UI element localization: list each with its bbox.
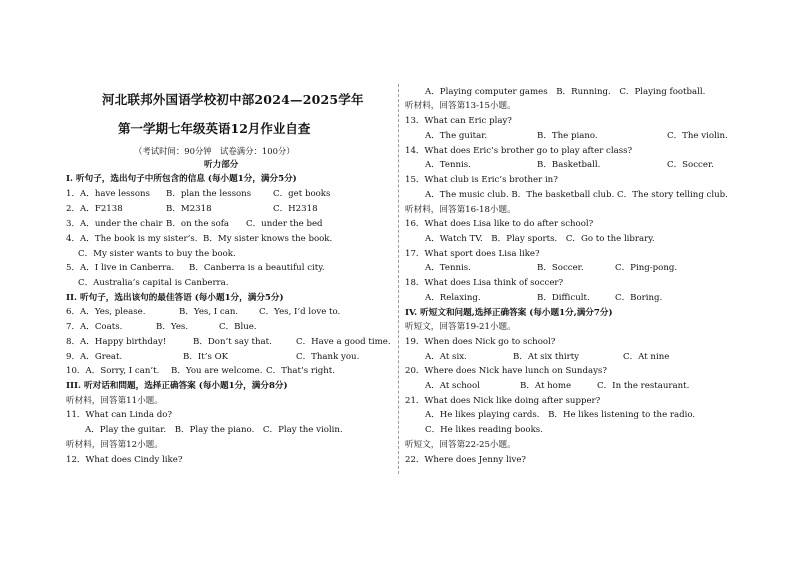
q14-option-c: C．Soccer. bbox=[667, 160, 714, 170]
question-9 bbox=[66, 351, 392, 363]
q10-option-c: C．That’s right. bbox=[266, 366, 335, 376]
q17-option-a: A．Tennis. bbox=[425, 263, 471, 273]
q6-option-c: C．Yes, I’d love to. bbox=[259, 307, 341, 317]
q9-option-b: B．It’s OK bbox=[183, 352, 229, 362]
q3-option-c: C．under the bed bbox=[246, 219, 323, 229]
q13-option-a: A．The guitar. bbox=[425, 131, 488, 141]
question-13: 13．What can Eric play? bbox=[405, 116, 512, 126]
q19-option-b: B．At six thirty bbox=[513, 352, 580, 362]
q15-options: A．The music club. B．The basketball club. C．The story telling club. bbox=[425, 190, 728, 200]
question-4 bbox=[66, 233, 392, 245]
q19-option-a: A．At six. bbox=[425, 352, 467, 362]
q20-options bbox=[425, 380, 765, 392]
question-2 bbox=[66, 203, 392, 215]
q18-option-c: C．Boring. bbox=[615, 293, 663, 303]
q19-option-c: C．At nine bbox=[623, 352, 670, 362]
q8-option-c: C．Have a good time. bbox=[296, 337, 391, 347]
q20-option-b: B．At home bbox=[520, 381, 572, 391]
question-21: 21．What does Nick like doing after supper? bbox=[405, 396, 601, 406]
question-19: 19．When does Nick go to school? bbox=[405, 337, 556, 347]
section-4-title: IV. 听短文和问题,选择正确答案 (每小题1分,满分7分) bbox=[405, 308, 613, 318]
q3-option-a: 3．A．under the chair bbox=[66, 219, 163, 229]
exam-title-line2: 第一学期七年级英语12月作业自查 bbox=[118, 121, 311, 136]
question-7 bbox=[66, 321, 392, 333]
q5-option-b: B．Canberra is a beautiful city. bbox=[189, 263, 325, 273]
listen-instruction-19-21: 听短文，回答第19-21小题。 bbox=[405, 322, 516, 332]
q10-option-b: B．You are welcome. bbox=[171, 366, 263, 376]
section-1-title: I. 听句子，选出句子中所包含的信息 (每小题1分，满分5分) bbox=[66, 174, 297, 184]
question-5 bbox=[66, 262, 392, 274]
q4-option-c: C．My sister wants to buy the book. bbox=[78, 249, 236, 259]
listen-instruction-16-18: 听材料，回答第16-18小题。 bbox=[405, 205, 516, 215]
q8-option-b: B．Don’t say that. bbox=[193, 337, 272, 347]
section-3-title: III. 听对话和問题，选择正确答案 (每小题1分，满分8分) bbox=[66, 381, 288, 391]
question-10 bbox=[66, 365, 392, 377]
listen-instruction-12: 听材料，回答第12小题。 bbox=[66, 440, 163, 450]
question-14: 14．What does Eric’s brother go to play after class? bbox=[405, 146, 633, 156]
q14-option-a: A．Tennis. bbox=[425, 160, 471, 170]
q1-option-a: 1．A．have lessons bbox=[66, 189, 150, 199]
q17-option-c: C．Ping-pong. bbox=[615, 263, 678, 273]
q17-option-b: B．Soccer. bbox=[537, 263, 584, 273]
q21-options-ab: A．He likes playing cards. B．He likes listening to the radio. bbox=[425, 410, 696, 420]
q14-options bbox=[425, 159, 765, 171]
q9-option-c: C．Thank you. bbox=[296, 352, 360, 362]
q2-option-c: C．H2318 bbox=[273, 204, 318, 214]
q1-option-b: B．plan the lessons bbox=[166, 189, 252, 199]
q18-option-b: B．Difficult. bbox=[537, 293, 590, 303]
q2-option-a: 2．A．F2138 bbox=[66, 204, 123, 214]
exam-title-line1: 河北联邦外国语学校初中部2024—2025学年 bbox=[102, 92, 364, 107]
q14-option-b: B．Basketball. bbox=[537, 160, 601, 170]
question-6 bbox=[66, 306, 392, 318]
q16-options: A．Watch TV. B．Play sports. C．Go to the library. bbox=[425, 234, 655, 244]
q20-option-c: C．In the restaurant. bbox=[597, 381, 690, 391]
q8-option-a: 8．A．Happy birthday! bbox=[66, 337, 167, 347]
question-8 bbox=[66, 336, 392, 348]
question-1 bbox=[66, 188, 392, 200]
q7-option-b: B．Yes. bbox=[156, 322, 189, 332]
question-3 bbox=[66, 218, 392, 230]
q2-option-b: B．M2318 bbox=[166, 204, 212, 214]
q6-option-b: B．Yes, I can. bbox=[179, 307, 239, 317]
q13-option-c: C．The violin. bbox=[667, 131, 728, 141]
q7-option-a: 7．A．Coats. bbox=[66, 322, 123, 332]
column-divider bbox=[398, 84, 399, 474]
q20-option-a: A．At school bbox=[425, 381, 480, 391]
q6-option-a: 6．A．Yes, please. bbox=[66, 307, 146, 317]
q18-options bbox=[425, 292, 765, 304]
listen-instruction-22-25: 听短文，回答第22-25小题。 bbox=[405, 440, 516, 450]
q21-option-c: C．He likes reading books. bbox=[425, 425, 543, 435]
q10-option-a: 10．A．Sorry, I can’t. bbox=[66, 366, 160, 376]
question-17: 17．What sport does Lisa like? bbox=[405, 249, 540, 259]
question-22: 22．Where does Jenny live? bbox=[405, 455, 527, 465]
q7-option-c: C．Blue. bbox=[219, 322, 257, 332]
question-16: 16．What does Lisa like to do after school? bbox=[405, 219, 594, 229]
q11-options: A．Play the guitar. B．Play the piano. C．Play the violin. bbox=[85, 425, 343, 435]
q12-options: A．Playing computer games B．Running. C．Playing football. bbox=[425, 87, 706, 97]
question-20: 20．Where does Nick have lunch on Sundays? bbox=[405, 366, 607, 376]
q13-options bbox=[425, 130, 765, 142]
exam-info: （考试时间：90分钟 试卷满分：100分） bbox=[134, 146, 295, 156]
question-12: 12．What does Cindy like? bbox=[66, 455, 183, 465]
q17-options bbox=[425, 262, 765, 274]
q5-option-c: C．Australia’s capital is Canberra. bbox=[78, 278, 229, 288]
q3-option-b: B．on the sofa bbox=[166, 219, 230, 229]
section-2-title: II. 听句子，选出该句的最佳答语 (每小题1分，满分5分) bbox=[66, 293, 284, 303]
listen-instruction-13-15: 听材料，回答第13-15小题。 bbox=[405, 101, 516, 111]
question-18: 18．What does Lisa think of soccer? bbox=[405, 278, 564, 288]
q13-option-b: B．The piano. bbox=[537, 131, 598, 141]
part-label: 听力部分 bbox=[204, 160, 239, 170]
q1-option-c: C．get books bbox=[273, 189, 331, 199]
q18-option-a: A．Relaxing. bbox=[425, 293, 481, 303]
q9-option-a: 9．A．Great. bbox=[66, 352, 123, 362]
question-15: 15．What club is Eric’s brother in? bbox=[405, 175, 558, 185]
question-11: 11．What can Linda do? bbox=[66, 410, 173, 420]
q4-option-b: B．My sister knows the book. bbox=[203, 234, 333, 244]
listen-instruction-11: 听材料，回答第11小题。 bbox=[66, 396, 163, 406]
q5-option-a: 5．A．I live in Canberra. bbox=[66, 263, 175, 273]
q19-options bbox=[425, 351, 765, 363]
q4-option-a: 4．A．The book is my sister’s. bbox=[66, 234, 198, 244]
